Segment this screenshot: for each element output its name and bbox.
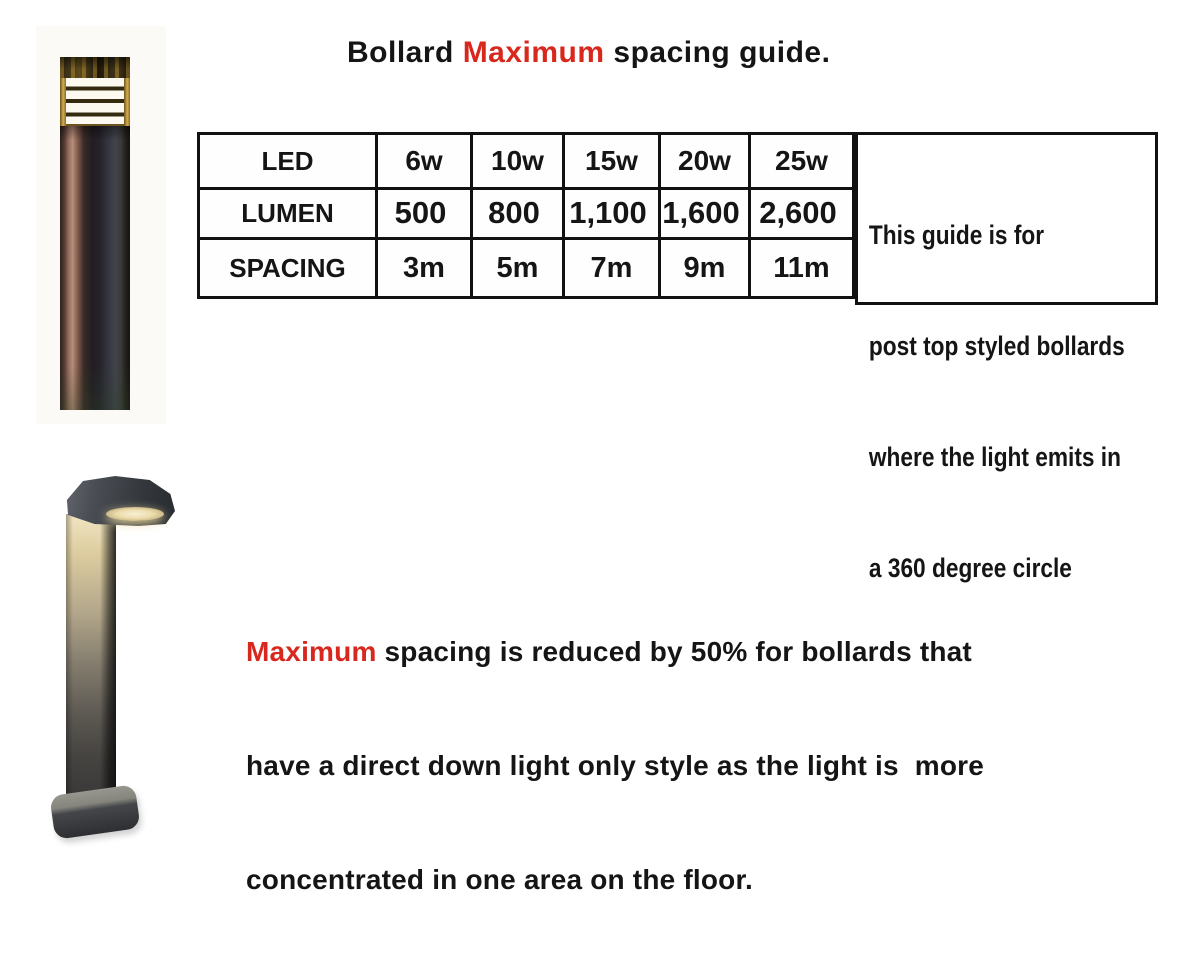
down-light-bollard-image	[40, 470, 190, 865]
led-value: 20w	[660, 134, 750, 189]
title-suffix: spacing guide.	[604, 36, 831, 69]
info-line: post top styled bollards	[868, 331, 1125, 361]
spacing-value: 9m	[660, 239, 750, 298]
bollard-light-gold-edge-left	[60, 78, 66, 126]
lumen-value: 500	[377, 189, 472, 239]
bollard-light-lens	[106, 507, 164, 521]
lumen-value: 800	[472, 189, 564, 239]
maximum-spacing-note	[246, 557, 984, 975]
table-row-spacing	[199, 239, 854, 298]
led-row-label: LED	[199, 134, 377, 189]
spacing-table	[197, 132, 855, 299]
spacing-value: 7m	[564, 239, 660, 298]
info-line: where the light emits in	[868, 442, 1121, 472]
note-line-3: concentrated in one area on the floor.	[246, 864, 754, 895]
spacing-row-label: SPACING	[199, 239, 377, 298]
bollard-top-cap	[60, 57, 130, 78]
led-value: 6w	[377, 134, 472, 189]
bollard-base-plinth	[49, 784, 140, 840]
post-top-bollard-image	[60, 57, 130, 410]
spacing-value: 11m	[750, 239, 854, 298]
bollard-body	[60, 126, 130, 410]
note-highlight: Maximum	[246, 636, 377, 667]
guide-info-box	[855, 132, 1158, 583]
page-title	[347, 36, 830, 70]
title-prefix: Bollard	[347, 36, 463, 69]
bollard-pole-with-glow	[66, 514, 116, 802]
table-row-lumen	[199, 189, 854, 239]
note-line-2: have a direct down light only style as the light is more	[246, 750, 985, 781]
table-row-led	[199, 134, 854, 189]
led-value: 10w	[472, 134, 564, 189]
bollard-light-gold-edge-right	[124, 78, 130, 126]
title-highlight: Maximum	[462, 36, 605, 69]
note-line-1-rest: spacing is reduced by 50% for bollards that	[376, 636, 972, 667]
lumen-value: 2,600	[750, 189, 854, 239]
note-line-1	[246, 633, 984, 671]
spacing-value: 5m	[472, 239, 564, 298]
info-line: a 360 degree circle	[868, 553, 1072, 583]
led-value: 25w	[750, 134, 854, 189]
spacing-value: 3m	[377, 239, 472, 298]
lumen-row-label: LUMEN	[199, 189, 377, 239]
lumen-value: 1,600	[660, 189, 750, 239]
led-value: 15w	[564, 134, 660, 189]
info-line: This guide is for	[868, 220, 1045, 250]
lumen-value: 1,100	[564, 189, 660, 239]
bollard-louvered-light-section	[60, 78, 130, 126]
